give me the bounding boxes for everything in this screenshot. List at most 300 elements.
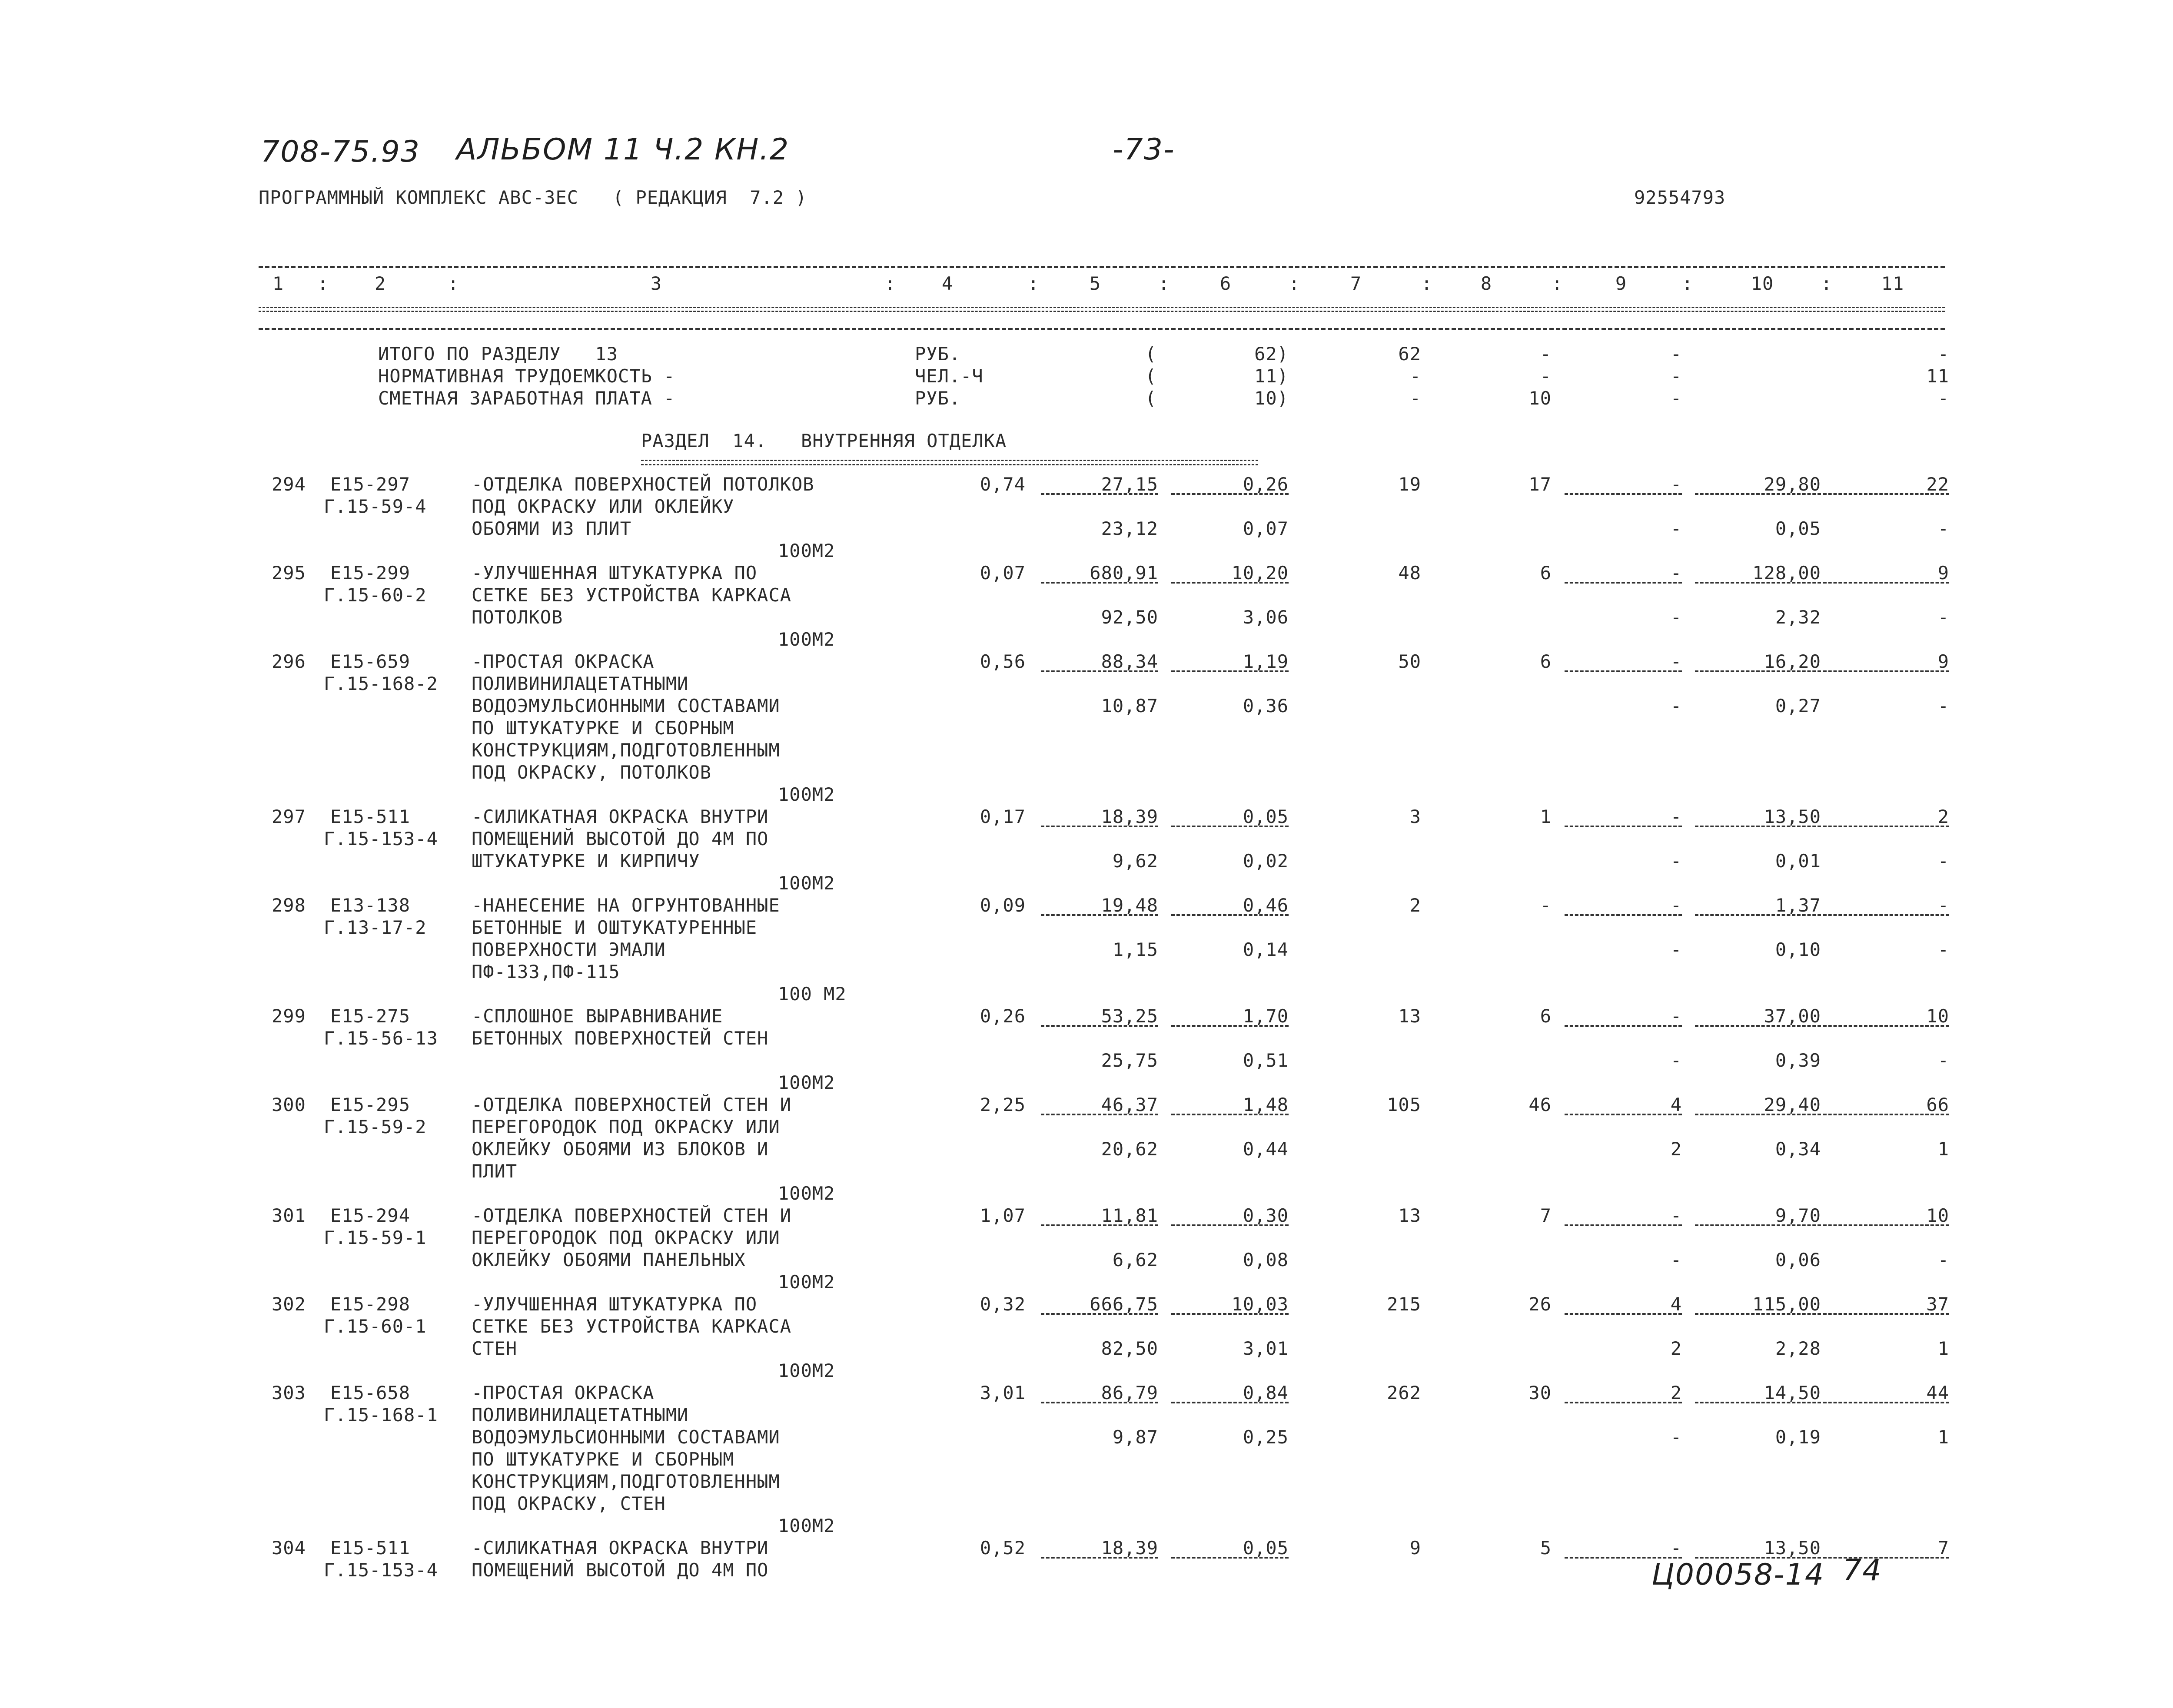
item-separator-col5 — [1041, 670, 1158, 672]
item-description-line: -ПРОСТАЯ ОКРАСКА — [472, 651, 655, 672]
item-separator-col10 — [1695, 1025, 1821, 1027]
item-col10: 1,37 — [1775, 895, 1821, 916]
totals-col9: - — [1670, 365, 1682, 387]
totals-col7: - — [1409, 365, 1421, 387]
item-separator-col6 — [1171, 1557, 1289, 1559]
item-separator-col10 — [1695, 670, 1821, 672]
item-separator-col6 — [1171, 1224, 1289, 1226]
item-quantity: 0,26 — [980, 1005, 1026, 1027]
item-col11: 10 — [1926, 1205, 1949, 1226]
item-col10-second: 0,06 — [1775, 1249, 1821, 1270]
totals-col6: 11) — [1254, 365, 1289, 387]
item-separator-col6 — [1171, 826, 1289, 827]
item-col6: 0,84 — [1243, 1382, 1289, 1403]
section-title-underline-2 — [641, 464, 1258, 465]
item-col8: 17 — [1528, 474, 1552, 495]
item-col5-second: 82,50 — [1101, 1338, 1158, 1359]
item-col5-second: 92,50 — [1101, 607, 1158, 628]
item-description-line: -УЛУЧШЕННАЯ ШТУКАТУРКА ПО — [472, 1293, 758, 1315]
item-col8: 6 — [1540, 562, 1552, 584]
item-description-line: -НАНЕСЕНИЕ НА ОГРУНТОВАННЫЕ — [472, 895, 780, 916]
item-description-line: -СПЛОШНОЕ ВЫРАВНИВАНИЕ — [472, 1005, 723, 1027]
item-col10: 13,50 — [1764, 1537, 1821, 1559]
item-col6-second: 0,14 — [1243, 939, 1289, 960]
item-col9: 4 — [1670, 1293, 1682, 1315]
item-col9: - — [1670, 562, 1682, 584]
item-separator-col9 — [1565, 582, 1682, 584]
item-col10: 13,50 — [1764, 806, 1821, 827]
item-col10-second: 0,27 — [1775, 695, 1821, 716]
item-reference: Г.15-153-4 — [324, 828, 438, 849]
item-col6-second: 3,01 — [1243, 1338, 1289, 1359]
item-separator-col9 — [1565, 826, 1682, 827]
item-code: Е15-658 — [330, 1382, 411, 1403]
item-reference: Г.15-59-1 — [324, 1227, 427, 1248]
item-col8: 5 — [1540, 1537, 1552, 1559]
item-separator-col5 — [1041, 1224, 1158, 1226]
item-col7: 3 — [1409, 806, 1421, 827]
item-col9: - — [1670, 651, 1682, 672]
item-col6: 0,05 — [1243, 806, 1289, 827]
item-col9-second: - — [1670, 695, 1682, 716]
totals-unit: ЧЕЛ.-Ч — [915, 365, 983, 387]
item-col11: 22 — [1926, 474, 1949, 495]
item-col11-second: - — [1937, 939, 1949, 960]
item-separator-col11 — [1823, 826, 1949, 827]
item-number: 298 — [272, 895, 306, 916]
item-separator-col9 — [1565, 1025, 1682, 1027]
item-quantity: 0,32 — [980, 1293, 1026, 1315]
item-col10-second: 0,01 — [1775, 850, 1821, 872]
item-description-line: ПОЛИВИНИЛАЦЕТАТНЫМИ — [472, 1404, 689, 1426]
item-number: 299 — [272, 1005, 306, 1027]
item-description-line: ПОД ОКРАСКУ, СТЕН — [472, 1493, 666, 1514]
column-separator: : — [1158, 273, 1170, 294]
item-separator-col5 — [1041, 1557, 1158, 1559]
item-col9: - — [1670, 1005, 1682, 1027]
item-description-line: СЕТКЕ БЕЗ УСТРОЙСТВА КАРКАСА — [472, 1316, 792, 1337]
item-number: 294 — [272, 474, 306, 495]
item-separator-col9 — [1565, 1224, 1682, 1226]
document-id: 92554793 — [1634, 187, 1726, 208]
item-col6: 0,26 — [1243, 474, 1289, 495]
item-col5-second: 9,62 — [1112, 850, 1158, 872]
item-reference: Г.15-60-2 — [324, 584, 427, 606]
item-col8: 30 — [1528, 1382, 1552, 1403]
item-separator-col11 — [1823, 1313, 1949, 1315]
item-separator-col5 — [1041, 493, 1158, 495]
item-number: 303 — [272, 1382, 306, 1403]
item-col9: - — [1670, 806, 1682, 827]
item-separator-col5 — [1041, 1114, 1158, 1115]
item-description-line: ПОД ОКРАСКУ ИЛИ ОКЛЕЙКУ — [472, 496, 734, 517]
column-header-2: 2 — [374, 273, 386, 294]
item-col8: - — [1540, 895, 1552, 916]
column-separator: : — [1552, 273, 1563, 294]
item-col8: 1 — [1540, 806, 1552, 827]
item-separator-col11 — [1823, 1025, 1949, 1027]
item-col8: 6 — [1540, 651, 1552, 672]
item-separator-col5 — [1041, 1402, 1158, 1403]
item-number: 295 — [272, 562, 306, 584]
item-number: 301 — [272, 1205, 306, 1226]
item-reference: Г.15-168-1 — [324, 1404, 438, 1426]
item-description-line: -СИЛИКАТНАЯ ОКРАСКА ВНУТРИ — [472, 806, 769, 827]
item-separator-col6 — [1171, 1114, 1289, 1115]
totals-unit: РУБ. — [915, 388, 961, 409]
item-description-line: СЕТКЕ БЕЗ УСТРОЙСТВА КАРКАСА — [472, 584, 792, 606]
item-description-line: ПФ-133,ПФ-115 — [472, 961, 620, 982]
item-description-line: ПОМЕЩЕНИЙ ВЫСОТОЙ ДО 4М ПО — [472, 1559, 769, 1581]
item-description-line: -ОТДЕЛКА ПОВЕРХНОСТЕЙ ПОТОЛКОВ — [472, 474, 814, 495]
item-separator-col11 — [1823, 914, 1949, 916]
item-reference: Г.15-59-2 — [324, 1116, 427, 1138]
item-col8: 6 — [1540, 1005, 1552, 1027]
item-separator-col5 — [1041, 1025, 1158, 1027]
item-reference: Г.15-153-4 — [324, 1559, 438, 1581]
item-col10: 29,40 — [1764, 1094, 1821, 1115]
item-description-line: ПОД ОКРАСКУ, ПОТОЛКОВ — [472, 762, 712, 783]
item-col9: 4 — [1670, 1094, 1682, 1115]
item-code: Е15-299 — [330, 562, 411, 584]
item-separator-col5 — [1041, 1313, 1158, 1315]
item-separator-col11 — [1823, 1402, 1949, 1403]
totals-col11: - — [1937, 343, 1949, 365]
item-col10-second: 0,39 — [1775, 1050, 1821, 1071]
item-description-line: ПО ШТУКАТУРКЕ И СБОРНЫМ — [472, 717, 734, 739]
item-description-line: ВОДОЭМУЛЬСИОННЫМИ СОСТАВАМИ — [472, 1426, 780, 1448]
item-col9-second: - — [1670, 850, 1682, 872]
column-header-9: 9 — [1615, 273, 1627, 294]
item-separator-col9 — [1565, 493, 1682, 495]
item-col6-second: 0,08 — [1243, 1249, 1289, 1270]
column-header-5: 5 — [1089, 273, 1101, 294]
item-col10: 14,50 — [1764, 1382, 1821, 1403]
item-col9-second: - — [1670, 1426, 1682, 1448]
column-separator: : — [317, 273, 329, 294]
item-number: 297 — [272, 806, 306, 827]
item-separator-col11 — [1823, 582, 1949, 584]
column-header-bottom-rule — [259, 328, 1945, 330]
item-col9-second: - — [1670, 1249, 1682, 1270]
item-col11: 44 — [1926, 1382, 1949, 1403]
item-quantity: 0,07 — [980, 562, 1026, 584]
item-code: Е15-298 — [330, 1293, 411, 1315]
item-unit: 100М2 — [778, 540, 835, 561]
item-col10: 29,80 — [1764, 474, 1821, 495]
item-quantity: 0,56 — [980, 651, 1026, 672]
item-reference: Г.15-59-4 — [324, 496, 427, 517]
item-separator-col11 — [1823, 670, 1949, 672]
item-reference: Г.13-17-2 — [324, 917, 427, 938]
item-description-line: БЕТОННЫЕ И ОШТУКАТУРЕННЫЕ — [472, 917, 758, 938]
item-separator-col10 — [1695, 826, 1821, 827]
item-col7: 13 — [1398, 1205, 1421, 1226]
totals-col6: 10) — [1254, 388, 1289, 409]
totals-col9: - — [1670, 388, 1682, 409]
handwritten-footer-sheet: 74 — [1843, 1553, 1882, 1588]
item-reference: Г.15-56-13 — [324, 1028, 438, 1049]
item-description-line: ПЕРЕГОРОДОК ПОД ОКРАСКУ ИЛИ — [472, 1227, 780, 1248]
item-unit: 100М2 — [778, 1515, 835, 1536]
item-col5: 666,75 — [1090, 1293, 1158, 1315]
item-col10-second: 0,19 — [1775, 1426, 1821, 1448]
column-separator: : — [1682, 273, 1694, 294]
item-separator-col9 — [1565, 914, 1682, 916]
item-description-line: -СИЛИКАТНАЯ ОКРАСКА ВНУТРИ — [472, 1537, 769, 1559]
item-col7: 9 — [1409, 1537, 1421, 1559]
item-code: Е15-511 — [330, 1537, 411, 1559]
item-col9-second: - — [1670, 1050, 1682, 1071]
item-quantity: 0,52 — [980, 1537, 1026, 1559]
item-separator-col5 — [1041, 582, 1158, 584]
item-col6-second: 0,02 — [1243, 850, 1289, 872]
totals-open-paren: ( — [1145, 365, 1157, 387]
item-col7: 215 — [1387, 1293, 1421, 1315]
column-separator: : — [1821, 273, 1833, 294]
item-col10-second: 0,10 — [1775, 939, 1821, 960]
item-col11: 66 — [1926, 1094, 1949, 1115]
item-separator-col6 — [1171, 1313, 1289, 1315]
item-col5: 53,25 — [1101, 1005, 1158, 1027]
item-col7: 262 — [1387, 1382, 1421, 1403]
item-quantity: 0,74 — [980, 474, 1026, 495]
item-col11-second: - — [1937, 1249, 1949, 1270]
item-description-line: ПОТОЛКОВ — [472, 607, 563, 628]
column-separator: : — [1028, 273, 1040, 294]
item-separator-col6 — [1171, 1025, 1289, 1027]
item-description-line: -УЛУЧШЕННАЯ ШТУКАТУРКА ПО — [472, 562, 758, 584]
column-header-11: 11 — [1881, 273, 1904, 294]
column-header-10: 10 — [1751, 273, 1774, 294]
item-col6: 1,19 — [1243, 651, 1289, 672]
item-separator-col10 — [1695, 914, 1821, 916]
item-unit: 100М2 — [778, 784, 835, 805]
item-description-line: -ПРОСТАЯ ОКРАСКА — [472, 1382, 655, 1403]
column-header-4: 4 — [941, 273, 954, 294]
item-col10-second: 2,32 — [1775, 607, 1821, 628]
item-col6: 0,05 — [1243, 1537, 1289, 1559]
item-col9: - — [1670, 895, 1682, 916]
item-number: 302 — [272, 1293, 306, 1315]
item-col5-second: 20,62 — [1101, 1138, 1158, 1160]
item-number: 300 — [272, 1094, 306, 1115]
item-col5-second: 6,62 — [1112, 1249, 1158, 1270]
column-separator: : — [884, 273, 896, 294]
item-separator-col10 — [1695, 1402, 1821, 1403]
column-header-double-rule — [259, 307, 1945, 312]
item-col6: 0,46 — [1243, 895, 1289, 916]
item-description-line: ОБОЯМИ ИЗ ПЛИТ — [472, 518, 632, 539]
item-separator-col10 — [1695, 1313, 1821, 1315]
handwritten-footer-code: Ц00058-14 — [1651, 1558, 1825, 1592]
item-description-line: ОКЛЕЙКУ ОБОЯМИ ПАНЕЛЬНЫХ — [472, 1249, 746, 1270]
item-code: Е15-275 — [330, 1005, 411, 1027]
column-separator: : — [448, 273, 459, 294]
totals-open-paren: ( — [1145, 343, 1157, 365]
item-code: Е13-138 — [330, 895, 411, 916]
item-col10: 115,00 — [1752, 1293, 1821, 1315]
item-col6-second: 0,44 — [1243, 1138, 1289, 1160]
item-unit: 100 М2 — [778, 983, 847, 1005]
item-quantity: 3,01 — [980, 1382, 1026, 1403]
item-separator-col9 — [1565, 1557, 1682, 1559]
item-code: Е15-294 — [330, 1205, 411, 1226]
program-header: ПРОГРАММНЫЙ КОМПЛЕКС АВС-3ЕС ( РЕДАКЦИЯ 7.2 ) — [259, 187, 807, 208]
item-separator-col6 — [1171, 670, 1289, 672]
item-col6-second: 0,07 — [1243, 518, 1289, 539]
item-col7: 2 — [1409, 895, 1421, 916]
column-header-3: 3 — [650, 273, 662, 294]
item-col11-second: 1 — [1937, 1138, 1949, 1160]
item-separator-col10 — [1695, 493, 1821, 495]
item-col6-second: 0,51 — [1243, 1050, 1289, 1071]
totals-col6: 62) — [1254, 343, 1289, 365]
item-col9: 2 — [1670, 1382, 1682, 1403]
item-code: Е15-295 — [330, 1094, 411, 1115]
totals-col7: - — [1409, 388, 1421, 409]
item-separator-col10 — [1695, 582, 1821, 584]
totals-label: СМЕТНАЯ ЗАРАБОТНАЯ ПЛАТА - — [378, 388, 675, 409]
totals-col11: 11 — [1926, 365, 1949, 387]
item-col9: - — [1670, 1205, 1682, 1226]
item-col7: 48 — [1398, 562, 1421, 584]
item-unit: 100М2 — [778, 629, 835, 650]
section-title: РАЗДЕЛ 14. ВНУТРЕННЯЯ ОТДЕЛКА — [641, 430, 1007, 451]
item-unit: 100М2 — [778, 1360, 835, 1381]
item-col9: - — [1670, 1537, 1682, 1559]
item-description-line: ПОЛИВИНИЛАЦЕТАТНЫМИ — [472, 673, 689, 694]
item-number: 304 — [272, 1537, 306, 1559]
item-col6-second: 0,36 — [1243, 695, 1289, 716]
item-col11-second: - — [1937, 607, 1949, 628]
item-col5: 680,91 — [1090, 562, 1158, 584]
totals-unit: РУБ. — [915, 343, 961, 365]
item-quantity: 1,07 — [980, 1205, 1026, 1226]
item-col6: 0,30 — [1243, 1205, 1289, 1226]
item-col11: - — [1937, 895, 1949, 916]
item-separator-col5 — [1041, 914, 1158, 916]
item-reference: Г.15-60-1 — [324, 1316, 427, 1337]
item-description-line: ПО ШТУКАТУРКЕ И СБОРНЫМ — [472, 1449, 734, 1470]
item-col9-second: - — [1670, 518, 1682, 539]
column-separator: : — [1289, 273, 1300, 294]
item-col5: 18,39 — [1101, 806, 1158, 827]
totals-label: ИТОГО ПО РАЗДЕЛУ 13 — [378, 343, 618, 365]
item-col11-second: - — [1937, 695, 1949, 716]
totals-col8: 10 — [1528, 388, 1552, 409]
item-unit: 100М2 — [778, 1183, 835, 1204]
item-description-line: КОНСТРУКЦИЯМ,ПОДГОТОВЛЕННЫМ — [472, 740, 780, 761]
item-col9: - — [1670, 474, 1682, 495]
item-col10-second: 0,34 — [1775, 1138, 1821, 1160]
item-col5: 86,79 — [1101, 1382, 1158, 1403]
item-description-line: ШТУКАТУРКЕ И КИРПИЧУ — [472, 850, 700, 872]
item-quantity: 2,25 — [980, 1094, 1026, 1115]
totals-col8: - — [1540, 343, 1552, 365]
column-header-8: 8 — [1480, 273, 1492, 294]
item-unit: 100М2 — [778, 1072, 835, 1093]
item-separator-col9 — [1565, 670, 1682, 672]
item-quantity: 0,09 — [980, 895, 1026, 916]
item-col10: 128,00 — [1752, 562, 1821, 584]
totals-label: НОРМАТИВНАЯ ТРУДОЕМКОСТЬ - — [378, 365, 675, 387]
item-col9-second: - — [1670, 939, 1682, 960]
section-title-underline-1 — [641, 460, 1258, 461]
item-col7: 105 — [1387, 1094, 1421, 1115]
item-col11-second: - — [1937, 1050, 1949, 1071]
item-col8: 7 — [1540, 1205, 1552, 1226]
item-col7: 13 — [1398, 1005, 1421, 1027]
item-col5: 27,15 — [1101, 474, 1158, 495]
item-col11-second: - — [1937, 850, 1949, 872]
item-separator-col6 — [1171, 914, 1289, 916]
item-description-line: СТЕН — [472, 1338, 518, 1359]
item-col5: 88,34 — [1101, 651, 1158, 672]
item-col11-second: 1 — [1937, 1426, 1949, 1448]
item-code: Е15-511 — [330, 806, 411, 827]
item-separator-col9 — [1565, 1114, 1682, 1115]
item-col5: 18,39 — [1101, 1537, 1158, 1559]
item-separator-col9 — [1565, 1313, 1682, 1315]
item-separator-col9 — [1565, 1402, 1682, 1403]
item-description-line: ПЛИТ — [472, 1161, 518, 1182]
item-description-line: ПОВЕРХНОСТИ ЭМАЛИ — [472, 939, 666, 960]
item-col10: 9,70 — [1775, 1205, 1821, 1226]
column-header-1: 1 — [272, 273, 284, 294]
item-col8: 26 — [1528, 1293, 1552, 1315]
item-separator-col10 — [1695, 1224, 1821, 1226]
item-separator-col6 — [1171, 582, 1289, 584]
item-description-line: КОНСТРУКЦИЯМ,ПОДГОТОВЛЕННЫМ — [472, 1471, 780, 1492]
item-col9-second: 2 — [1670, 1138, 1682, 1160]
handwritten-album-code: 708-75.93 — [261, 135, 420, 169]
handwritten-page-number: -73- — [1113, 133, 1175, 167]
item-col6: 1,70 — [1243, 1005, 1289, 1027]
item-col6-second: 0,25 — [1243, 1426, 1289, 1448]
item-col7: 19 — [1398, 474, 1421, 495]
item-description-line: ПОМЕЩЕНИЙ ВЫСОТОЙ ДО 4М ПО — [472, 828, 769, 849]
item-description-line: -ОТДЕЛКА ПОВЕРХНОСТЕЙ СТЕН И — [472, 1205, 792, 1226]
item-col9-second: 2 — [1670, 1338, 1682, 1359]
item-separator-col6 — [1171, 493, 1289, 495]
table-top-rule — [259, 266, 1945, 268]
item-col11: 9 — [1937, 562, 1949, 584]
column-header-7: 7 — [1350, 273, 1362, 294]
item-separator-col5 — [1041, 826, 1158, 827]
item-col10: 37,00 — [1764, 1005, 1821, 1027]
item-separator-col11 — [1823, 1114, 1949, 1115]
totals-col9: - — [1670, 343, 1682, 365]
item-col11: 9 — [1937, 651, 1949, 672]
item-col10: 16,20 — [1764, 651, 1821, 672]
column-header-6: 6 — [1219, 273, 1232, 294]
item-description-line: ПЕРЕГОРОДОК ПОД ОКРАСКУ ИЛИ — [472, 1116, 780, 1138]
item-code: Е15-659 — [330, 651, 411, 672]
item-col9-second: - — [1670, 607, 1682, 628]
item-col6: 10,03 — [1231, 1293, 1289, 1315]
item-quantity: 0,17 — [980, 806, 1026, 827]
item-col6: 1,48 — [1243, 1094, 1289, 1115]
item-separator-col6 — [1171, 1402, 1289, 1403]
item-separator-col10 — [1695, 1114, 1821, 1115]
item-separator-col11 — [1823, 493, 1949, 495]
item-unit: 100М2 — [778, 1271, 835, 1293]
item-description-line: ОКЛЕЙКУ ОБОЯМИ ИЗ БЛОКОВ И — [472, 1138, 769, 1160]
item-col6-second: 3,06 — [1243, 607, 1289, 628]
item-separator-col10 — [1695, 1557, 1821, 1559]
item-separator-col11 — [1823, 1224, 1949, 1226]
